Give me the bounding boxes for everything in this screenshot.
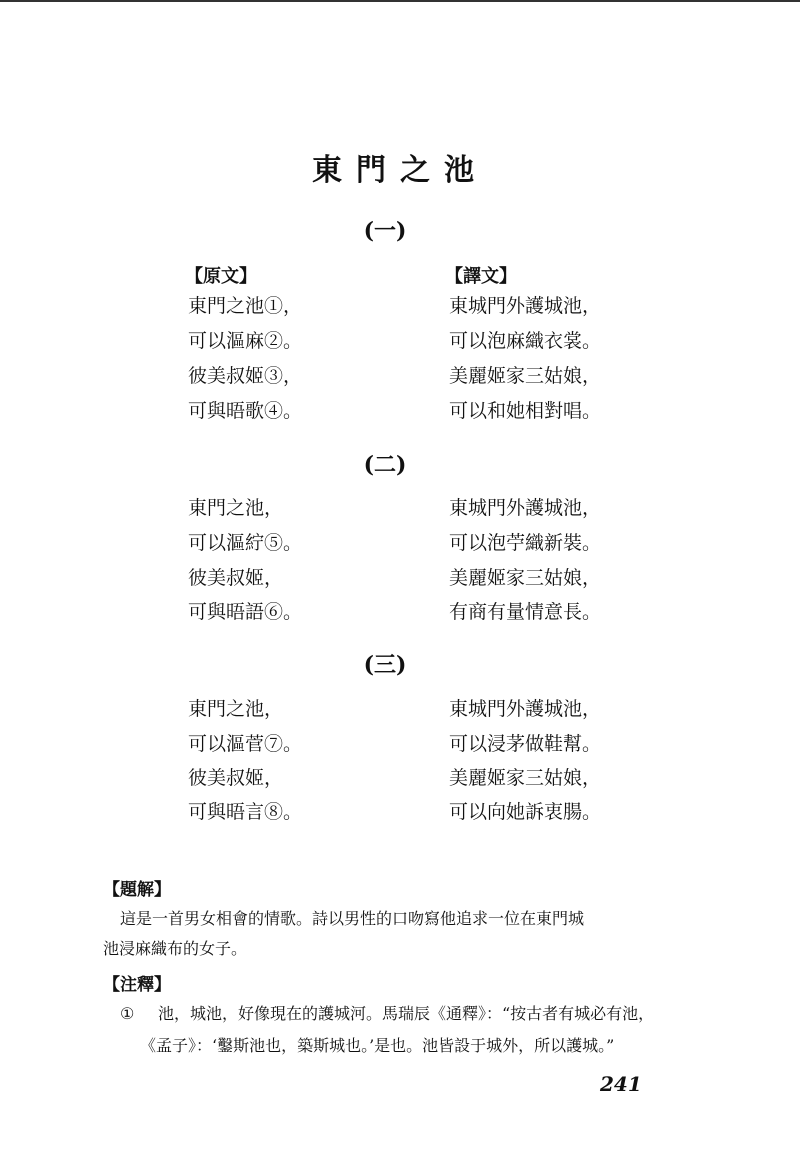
stanza-number-1: (一) xyxy=(363,218,407,244)
translation-line: 美麗姬家三姑娘， xyxy=(449,365,602,387)
translation-header: 【譯文】 xyxy=(445,266,517,287)
stanza-number-3: (三) xyxy=(363,652,407,678)
original-line: 可與晤言⑧。 xyxy=(188,801,303,823)
explanation-line-2: 池浸麻織布的女子。 xyxy=(103,939,248,958)
explanation-heading: 【題解】 xyxy=(103,880,171,900)
translation-line: 東城門外護城池， xyxy=(449,295,602,317)
original-line: 東門之池①， xyxy=(188,295,303,317)
translation-line: 可以浸茅做鞋幫。 xyxy=(449,733,602,755)
translation-line: 可以和她相對唱。 xyxy=(449,400,602,422)
poem-title: 東門之池 xyxy=(312,153,488,188)
original-line: 彼美叔姬③， xyxy=(188,365,303,387)
note-marker: ① xyxy=(120,1004,135,1023)
translation-line: 美麗姬家三姑娘， xyxy=(449,567,602,589)
page-number: 241 xyxy=(600,1072,642,1096)
original-line: 可與晤歌④。 xyxy=(188,400,303,422)
top-border-rule xyxy=(0,0,800,2)
translation-line: 美麗姬家三姑娘， xyxy=(449,767,602,789)
original-line: 可以漚麻②。 xyxy=(188,330,303,352)
translation-line: 東城門外護城池， xyxy=(449,497,602,519)
translation-line: 東城門外護城池， xyxy=(449,698,602,720)
original-line: 東門之池， xyxy=(188,497,284,519)
explanation-line-1: 這是一首男女相會的情歌。詩以男性的口吻寫他追求一位在東門城 xyxy=(120,909,585,928)
translation-line: 可以泡麻織衣裳。 xyxy=(449,330,602,352)
note-line-2: 《孟子》：‘鑿斯池也，築斯城也。’是也。池皆設于城外，所以護城。” xyxy=(140,1036,615,1055)
original-line: 東門之池， xyxy=(188,698,284,720)
translation-line: 可以向她訴衷腸。 xyxy=(449,801,602,823)
translation-line: 可以泡苧織新裝。 xyxy=(449,532,602,554)
original-text-header: 【原文】 xyxy=(185,266,257,287)
note-line-1: 池，城池，好像現在的護城河。馬瑞辰《通釋》：“按古者有城必有池， xyxy=(158,1004,655,1023)
stanza-number-2: (二) xyxy=(363,452,407,478)
original-line: 可以漚菅⑦。 xyxy=(188,733,303,755)
notes-heading: 【注釋】 xyxy=(103,975,171,995)
original-line: 可以漚紵⑤。 xyxy=(188,532,303,554)
original-line: 彼美叔姬， xyxy=(188,567,284,589)
original-line: 可與晤語⑥。 xyxy=(188,601,303,623)
translation-line: 有商有量情意長。 xyxy=(449,601,602,623)
original-line: 彼美叔姬， xyxy=(188,767,284,789)
